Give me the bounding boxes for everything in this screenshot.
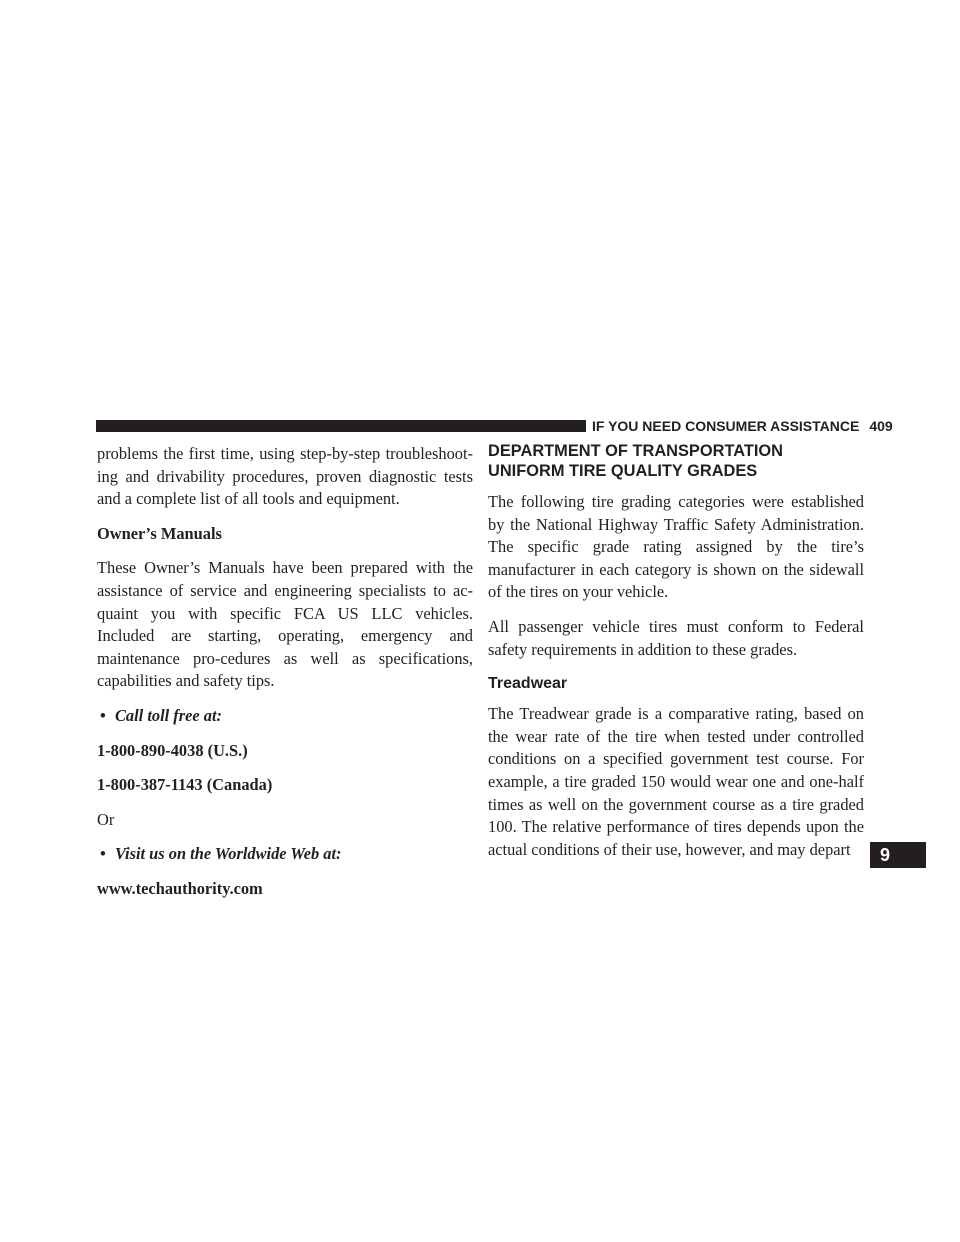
or-text: Or [97,809,115,829]
treadwear-heading: Treadwear [488,675,568,693]
right-column [488,441,864,873]
paragraph: The Treadwear grade is a comparative rating, based on the wear rate of the tire when tested under controlled conditions on a specified government test course. For example, a tire graded 150 would wear one and one-half times as well on the government course as a tire graded 100. The relative performance of tires depends upon the actual conditions of their use, however, and may depart [488,704,864,859]
phone-us: 1-800-890-4038 (U.S.) [97,740,248,760]
bullet-visit-web [97,843,473,866]
website-link[interactable]: www.techauthority.com [97,878,263,898]
owners-manuals-heading: Owner’s Manuals [97,523,222,543]
page-number: 409 [869,418,893,434]
paragraph: problems the first time, using step-by-step troubleshoot-ing and drivability procedures, proven diagnostic tests and a complete list of all tools and equipment. [97,444,473,509]
phone-canada: 1-800-387-1143 (Canada) [97,775,273,795]
bullet-text: Visit us on the Worldwide Web at: [115,844,342,864]
bullet-call-toll-free [97,705,473,728]
bullet-icon: • [100,705,106,725]
running-header [592,416,893,436]
section-heading: DEPARTMENT OF TRANSPORTATION UNIFORM TIRE QUALITY GRADES [488,442,784,480]
paragraph: The following tire grading categories were established by the National Highway Traffic Safety Administration. The specific grade rating assigned by the tire’s manufacturer in each category is shown on the sidewall of the tires on your vehicle. [488,492,864,602]
chapter-tab: 9 [870,842,926,868]
left-column [97,443,473,913]
paragraph: These Owner’s Manuals have been prepared with the assistance of service and engineering specialists to ac-quaint you with specific FCA US LLC vehicles. Included are starting, operating, emergency and maintenance pro-cedures as well as specifications, capabilities and safety tips. [97,558,473,691]
header-rule [96,420,586,432]
paragraph: All passenger vehicle tires must conform to Federal safety requirements in addition to these grades. [488,616,864,659]
bullet-text: Call toll free at: [115,705,222,725]
section-title: IF YOU NEED CONSUMER ASSISTANCE [592,418,860,434]
bullet-icon: • [100,844,106,864]
